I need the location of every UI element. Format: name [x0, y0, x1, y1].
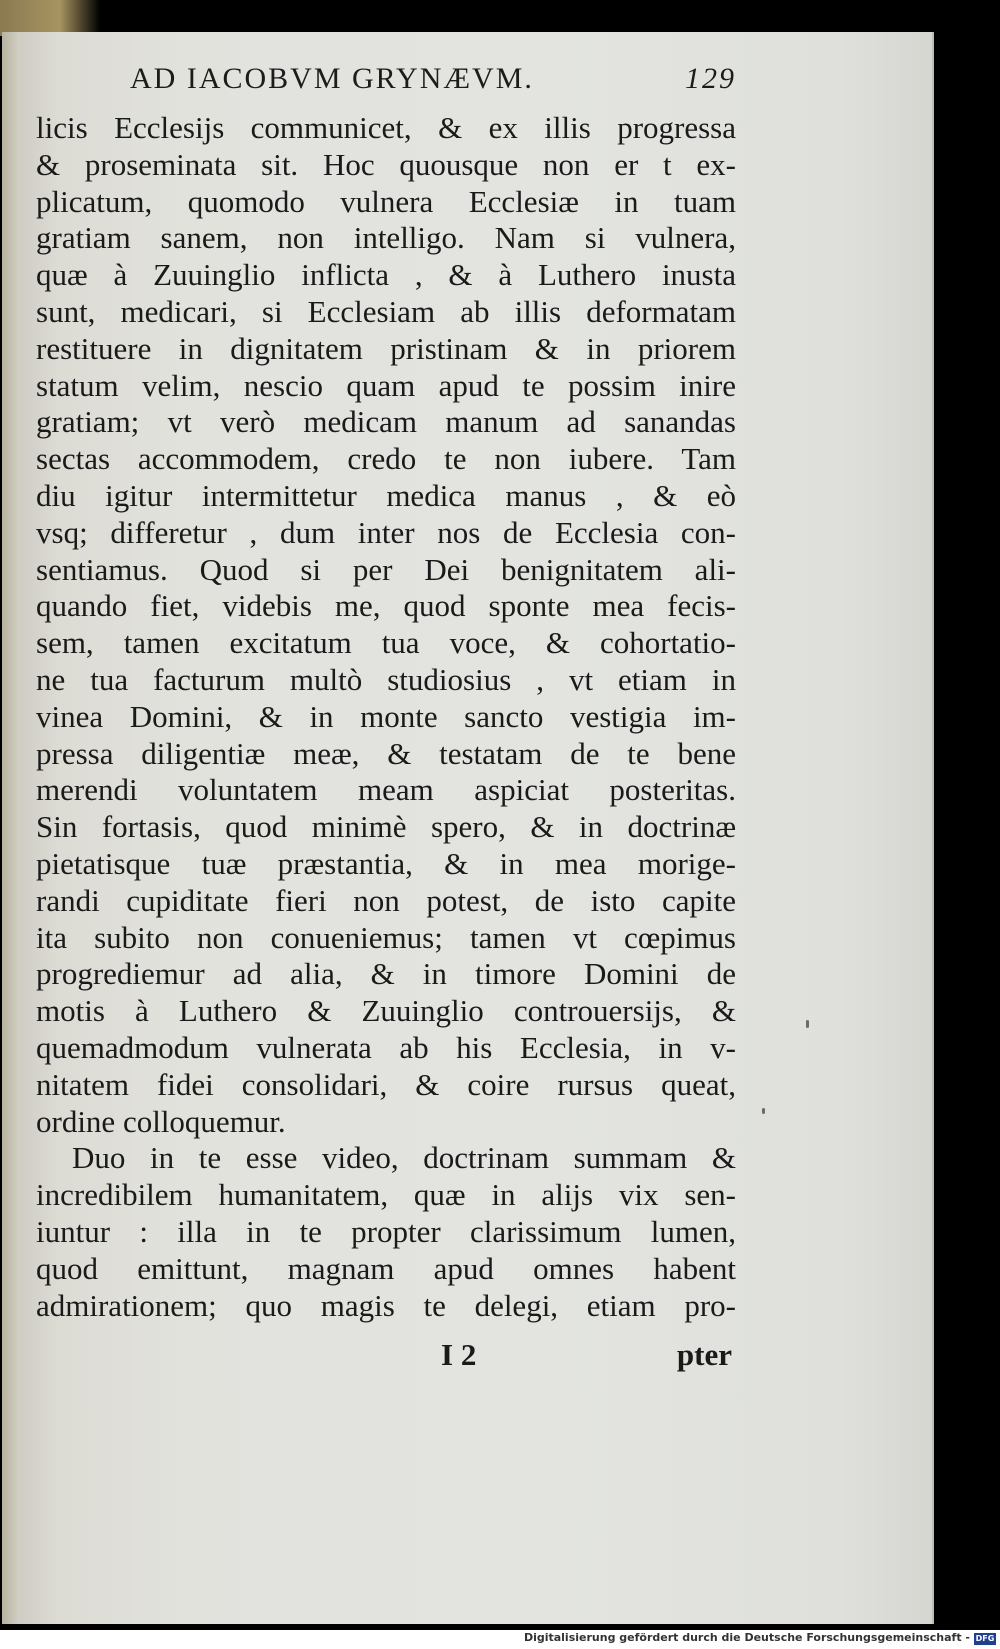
funding-credit: Digitalisierung gefördert durch die Deutsche Forschungsgemeinschaft -	[523, 1631, 970, 1644]
text-line: admirationem; quo magis te delegi, etiam pro-	[36, 1287, 736, 1323]
dfg-logo: DFG	[975, 1634, 995, 1643]
text-line: quando fiet, videbis me, quod sponte mea fecis-	[36, 588, 736, 624]
text-line: Sin fortasis, quod minimè spero, & in doctrinæ	[36, 809, 736, 845]
text-line: quod emittunt, magnam apud omnes habent	[36, 1250, 736, 1286]
text-line: quæ à Zuuinglio inflicta , & à Luthero inusta	[36, 257, 736, 293]
page-gutter	[2, 32, 20, 1624]
text-line: gratiam; vt verò medicam manum ad sanandas	[36, 404, 736, 440]
text-line: incredibilem humanitatem, quæ in alijs vix sen-	[36, 1177, 736, 1213]
text-line: statum velim, nescio quam apud te possim inire	[36, 367, 736, 403]
page-number: 129	[685, 62, 736, 95]
text-line-paragraph-end: ordine colloquemur.	[36, 1103, 286, 1139]
text-line: gratiam sanem, non intelligo. Nam si vulnera,	[36, 220, 736, 256]
paper-speck	[806, 1020, 809, 1028]
text-line: sentiamus. Quod si per Dei benignitatem ali-	[36, 551, 736, 587]
footer-bar	[0, 1630, 1000, 1649]
text-line: & proseminata sit. Hoc quousque non er t ex-	[36, 146, 736, 182]
text-line: plicatum, quomodo vulnera Ecclesiæ in tuam	[36, 183, 736, 219]
text-line: merendi voluntatem meam aspiciat posteritas.	[36, 772, 736, 808]
page-edge-shadow	[0, 0, 100, 36]
text-line: vsq; differetur , dum inter nos de Ecclesia con-	[36, 514, 736, 550]
text-line: licis Ecclesijs communicet, & ex illis progressa	[36, 110, 736, 145]
text-line: vinea Domini, & in monte sancto vestigia im-	[36, 698, 736, 734]
signature-row	[36, 1337, 736, 1377]
text-line: motis à Luthero & Zuuinglio controuersijs, &	[36, 993, 736, 1029]
text-line: pietatisque tuæ præstantia, & in mea morige-	[36, 845, 736, 881]
catchword: pter	[676, 1337, 732, 1372]
text-line: ne tua facturum multò studiosius , vt etiam in	[36, 661, 736, 697]
text-line: quemadmodum vulnerata ab his Ecclesia, in v-	[36, 1029, 736, 1065]
text-line: progrediemur ad alia, & in timore Domini de	[36, 956, 736, 992]
running-head-title: AD IACOBVM GRYNÆVM.	[130, 62, 534, 95]
text-line: sectas accommodem, credo te non iubere. Tam	[36, 441, 736, 477]
paper-speck	[762, 1108, 765, 1114]
text-line: sunt, medicari, si Ecclesiam ab illis deformatam	[36, 293, 736, 329]
text-line: sem, tamen excitatum tua voce, & cohortatio-	[36, 625, 736, 661]
running-head	[118, 62, 736, 106]
body-text	[36, 110, 736, 1324]
text-line: ita subito non conueniemus; tamen vt cœpimus	[36, 919, 736, 955]
signature-mark: I 2	[441, 1337, 477, 1372]
text-line: pressa diligentiæ meæ, & testatam de te bene	[36, 735, 736, 771]
text-line: iuntur : illa in te propter clarissimum lumen,	[36, 1213, 736, 1249]
text-line: diu igitur intermittetur medica manus , & eò	[36, 477, 736, 513]
text-line-paragraph-start: Duo in te esse video, doctrinam summam &	[72, 1140, 736, 1176]
text-line: restituere in dignitatem pristinam & in priorem	[36, 330, 736, 366]
text-line: randi cupiditate fieri non potest, de isto capite	[36, 882, 736, 918]
text-line: nitatem fidei consolidari, & coire rursus queat,	[36, 1066, 736, 1102]
